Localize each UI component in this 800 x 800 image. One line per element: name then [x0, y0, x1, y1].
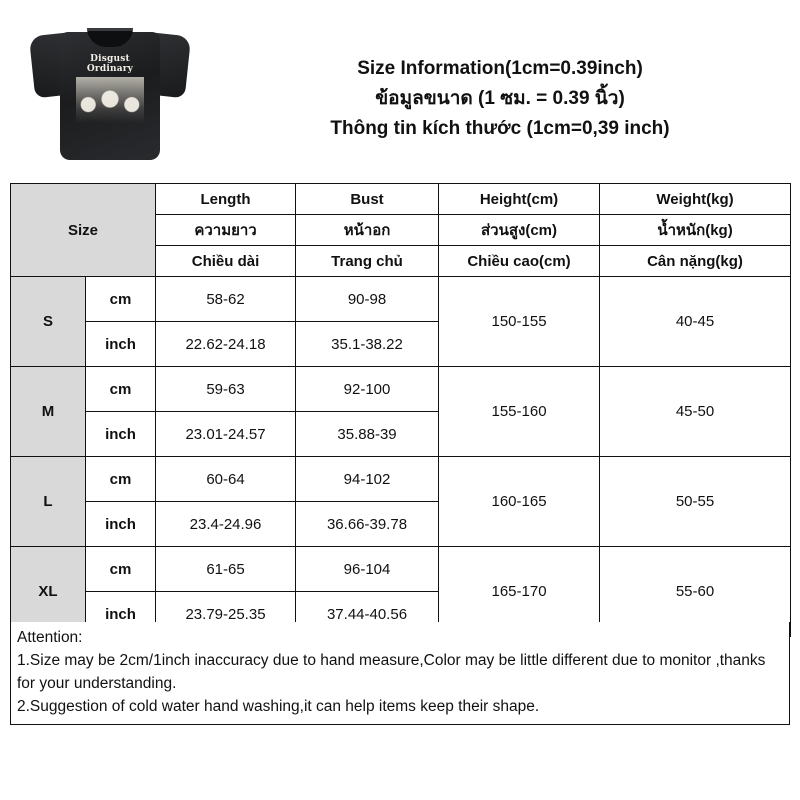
unit-cm: cm [86, 277, 156, 322]
size-table [10, 183, 791, 637]
table-row [11, 367, 791, 412]
col-header-length-en: Length [156, 184, 296, 215]
table-header-row-en [11, 184, 791, 215]
col-header-bust-th: หน้าอก [296, 215, 439, 246]
cell-length-cm-s: 58-62 [156, 277, 296, 322]
cell-bust-inch-s: 35.1-38.22 [296, 322, 439, 367]
table-row [11, 457, 791, 502]
cell-length-cm-xl: 61-65 [156, 547, 296, 592]
col-header-height-en: Height(cm) [439, 184, 600, 215]
cell-bust-cm-s: 90-98 [296, 277, 439, 322]
title-line-vi: Thông tin kích thước (1cm=0,39 inch) [330, 117, 670, 139]
col-header-weight-en: Weight(kg) [600, 184, 791, 215]
col-header-length-vi: Chiều dài [156, 246, 296, 277]
cell-height-m: 155-160 [439, 367, 600, 457]
title-line-th: ข้อมูลขนาด (1 ซม. = 0.39 นิ้ว) [375, 87, 625, 109]
col-header-height-th: ส่วนสูง(cm) [439, 215, 600, 246]
cell-weight-s: 40-45 [600, 277, 791, 367]
row-size-label-s: S [11, 277, 86, 367]
unit-inch: inch [86, 412, 156, 457]
title-block [210, 8, 790, 183]
unit-inch: inch [86, 322, 156, 367]
cell-bust-inch-xl: 37.44-40.56 [296, 592, 439, 637]
cell-bust-inch-m: 35.88-39 [296, 412, 439, 457]
unit-inch: inch [86, 592, 156, 637]
cell-weight-m: 45-50 [600, 367, 791, 457]
cell-height-s: 150-155 [439, 277, 600, 367]
col-header-weight-th: น้ำหนัก(kg) [600, 215, 791, 246]
tshirt-print [74, 54, 146, 128]
unit-cm: cm [86, 457, 156, 502]
col-header-bust-en: Bust [296, 184, 439, 215]
row-size-label-xl: XL [11, 547, 86, 637]
row-size-label-l: L [11, 457, 86, 547]
cell-length-cm-l: 60-64 [156, 457, 296, 502]
row-size-label-m: M [11, 367, 86, 457]
table-row [11, 547, 791, 592]
print-graphic [76, 77, 144, 123]
tshirt-illustration [32, 24, 188, 164]
cell-length-inch-s: 22.62-24.18 [156, 322, 296, 367]
cell-bust-cm-l: 94-102 [296, 457, 439, 502]
attention-block [10, 622, 790, 725]
cell-length-inch-xl: 23.79-25.35 [156, 592, 296, 637]
unit-cm: cm [86, 367, 156, 412]
print-line-1: Disgust [90, 54, 130, 64]
attention-line-1: 1.Size may be 2cm/1inch inaccuracy due to hand measure,Color may be little different due to monitor ,thanks for your understanding. [17, 652, 766, 692]
cell-weight-xl: 55-60 [600, 547, 791, 637]
col-header-weight-vi: Cân nặng(kg) [600, 246, 791, 277]
unit-cm: cm [86, 547, 156, 592]
attention-heading: Attention: [17, 629, 83, 646]
cell-bust-cm-m: 92-100 [296, 367, 439, 412]
unit-inch: inch [86, 502, 156, 547]
col-header-length-th: ความยาว [156, 215, 296, 246]
cell-length-cm-m: 59-63 [156, 367, 296, 412]
cell-height-l: 160-165 [439, 457, 600, 547]
cell-height-xl: 165-170 [439, 547, 600, 637]
header-area [10, 8, 790, 183]
cell-length-inch-m: 23.01-24.57 [156, 412, 296, 457]
cell-bust-cm-xl: 96-104 [296, 547, 439, 592]
print-line-2: Ordinary [86, 64, 134, 74]
size-header-cell: Size [11, 184, 156, 277]
size-table-wrap [10, 183, 790, 637]
cell-length-inch-l: 23.4-24.96 [156, 502, 296, 547]
product-photo [10, 8, 210, 183]
cell-bust-inch-l: 36.66-39.78 [296, 502, 439, 547]
cell-weight-l: 50-55 [600, 457, 791, 547]
table-row [11, 277, 791, 322]
title-line-en: Size Information(1cm=0.39inch) [357, 57, 643, 79]
col-header-bust-vi: Trang chủ [296, 246, 439, 277]
attention-line-2: 2.Suggestion of cold water hand washing,it can help items keep their shape. [17, 698, 540, 715]
col-header-height-vi: Chiều cao(cm) [439, 246, 600, 277]
